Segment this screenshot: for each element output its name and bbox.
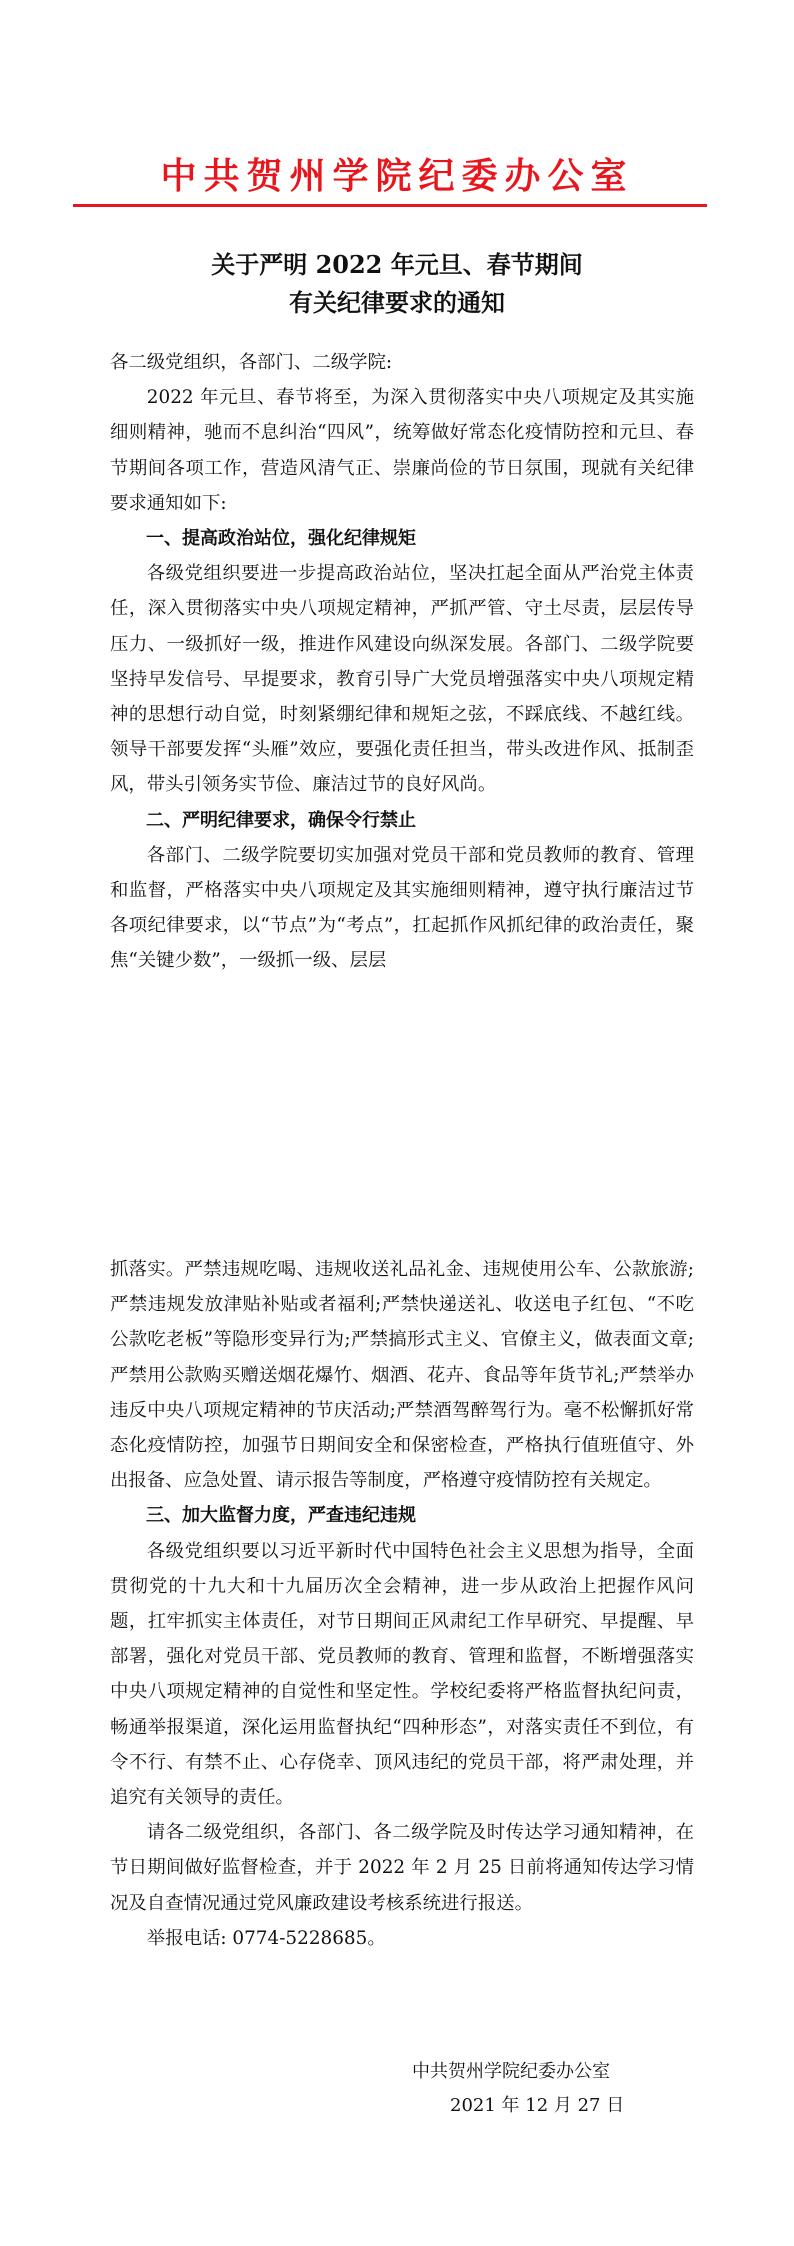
section-2-paragraph-start: 各部门、二级学院要切实加强对党员干部和党员教师的教育、管理和监督，严格落实中央八项规定及其实施细则精神，遵守执行廉洁过节各项纪律要求，以“节点”为“考点”，扛起抓作风抓纪律的政治责任，聚焦“关键少数”，一级抓一级、层层 bbox=[110, 844, 694, 972]
hotline-text: 举报电话: 0774-5228685。 bbox=[146, 1927, 386, 1949]
salutation: 各二级党组织，各部门、二级学院: bbox=[110, 352, 393, 373]
red-divider-line bbox=[73, 204, 707, 207]
section-2-paragraph-continued: 抓落实。严禁违规吃喝、违规收送礼品礼金、违规使用公车、公款旅游;严禁违规发放津贴补贴或者福利;严禁快递送礼、收送电子红包、“不吃公款吃老板”等隐形变异行为;严禁搞形式主义、官僚主义，做表面文章;严禁用公款购买赠送烟花爆竹、烟酒、花卉、食品等年货节礼;严禁举办违反中央八项规定精神的节庆活动;严禁酒驾醉驾行为。毫不松懈抓好常态化疫情防控，加强节日期间安全和保密检查，严格执行值班值守、外出报备、应急处置、请示报告等制度，严格遵守疫情防控有关规定。 bbox=[110, 1259, 694, 1492]
notice-body-part-2 bbox=[110, 1252, 694, 1956]
notice-title-line-1: 关于严明 2022 年元旦、春节期间 bbox=[211, 250, 583, 279]
issuing-office-header: 中共贺州学院纪委办公室 bbox=[160, 156, 634, 197]
section-2-heading: 二、严明纪律要求，确保令行禁止 bbox=[146, 809, 416, 831]
closing-paragraph: 请各二级党组织，各部门、各二级学院及时传达学习通知精神，在节日期间做好监督检查，并于 2022 年 2 月 25 日前将通知传达学习情况及自查情况通过党风廉政建设考核系统进行报送。 bbox=[110, 1822, 694, 1914]
section-3-heading: 三、加大监督力度，严查违纪违规 bbox=[146, 1505, 416, 1527]
intro-paragraph: 2022 年元旦、春节将至，为深入贯彻落实中央八项规定及其实施细则精神，驰而不息纠治“四风”，统筹做好常态化疫情防控和元旦、春节期间各项工作，营造风清气正、崇廉尚俭的节日氛围，现就有关纪律要求通知如下: bbox=[110, 387, 694, 514]
section-3-paragraph: 各级党组织要以习近平新时代中国特色社会主义思想为指导，全面贯彻党的十九大和十九届历次全会精神，进一步从政治上把握作风问题，扛牢抓实主体责任，对节日期间正风肃纪工作早研究、早提醒、早部署，强化对党员干部、党员教师的教育、管理和监督，不断增强落实中央八项规定精神的自觉性和坚定性。学校纪委将严格监督执纪问责，畅通举报渠道，深化运用监督执纪“四种形态”，对落实责任不到位，有令不行、有禁不止、心存侥幸、顶风违纪的党员干部，将严肃处理，并追究有关领导的责任。 bbox=[110, 1540, 694, 1809]
notice-title-line-2: 有关纪律要求的通知 bbox=[289, 288, 505, 317]
notice-body-part-1 bbox=[110, 345, 694, 979]
section-1-heading: 一、提高政治站位，强化纪律规矩 bbox=[146, 528, 416, 550]
signature-date: 2021 年 12 月 27 日 bbox=[450, 2095, 625, 2116]
signature-org: 中共贺州学院纪委办公室 bbox=[412, 2061, 610, 2082]
section-1-paragraph: 各级党组织要进一步提高政治站位，坚决扛起全面从严治党主体责任，深入贯彻落实中央八项规定精神，严抓严管、守土尽责，层层传导压力、一级抓好一级，推进作风建设向纵深发展。各部门、二级学院要坚持早发信号、早提要求，教育引导广大党员增强落实中央八项规定精神的思想行动自觉，时刻紧绷纪律和规矩之弦，不踩底线、不越红线。领导干部要发挥“头雁”效应，要强化责任担当，带头改进作风、抵制歪风，带头引领务实节俭、廉洁过节的良好风尚。 bbox=[110, 563, 694, 796]
